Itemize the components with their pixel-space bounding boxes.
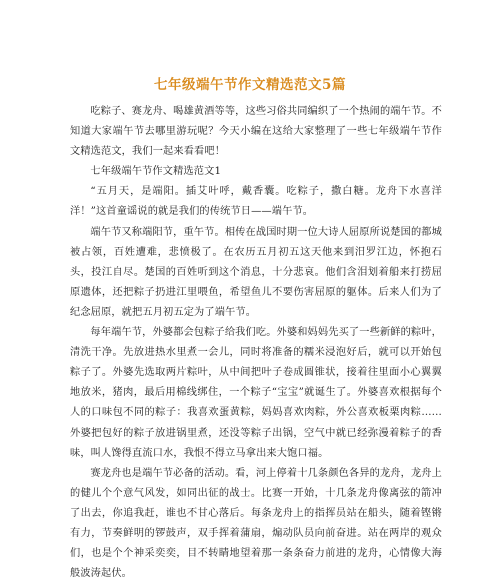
intro-paragraph: 吃粽子、赛龙舟、喝雄黄酒等等，这些习俗共同编织了一个热闹的端午节。不知道大家端午节去哪里游玩呢？今天小编在这给大家整理了一些七年级端午节作文精选范文，我们一起来看看吧！ (70, 106, 442, 158)
document-title: 七年级端午节作文精选范文5篇 (154, 77, 346, 93)
body-paragraph: 每年端午节，外婆都会包粽子给我们吃。外婆和妈妈先买了一些新鲜的粽叶，清洗干净。先放进热水里煮一会儿，同时将准备的糯米浸泡好后，就可以开始包粽子了。外婆先选取两片粽叶，从中间把叶子卷成圆锥状，接着往里面小心翼翼地放米，猪肉，最后用棉线绑住，一个粽子“宝宝”就诞生了。外婆喜欢根据每个人的口味包不同的粽子：我喜欢蛋黄粽，妈妈喜欢肉粽，外公喜欢板栗肉粽……外婆把包好的粽子放进锅里煮，还没等粽子出锅，空气中就已经弥漫着粽子的香味，叫人馋得直流口水，我恨不得立马拿出来大饱口福。 (70, 327, 442, 459)
body-paragraph: “五月天，是端阳。插艾叶呼，戴香囊。吃粽子，撒白糖。龙舟下水喜洋洋！”这首童谣说的就是我们的传统节日——端午节。 (70, 186, 442, 218)
article-body (70, 102, 442, 584)
section-heading: 七年级端午节作文精选范文1 (90, 166, 222, 178)
body-paragraph: 赛龙舟也是端午节必备的活动。看，河上停着十几条颜色各异的龙舟，龙舟上的健儿个个意气风发，如同出征的战士。比赛一开始，十几条龙舟像离弦的箭冲了出去，你追我赶，谁也不甘心落后。每条龙舟上的指挥员站在船头，随着铿锵有力，节奏鲜明的锣鼓声，双手挥着蒲扇，煽动队员向前奋进。站在两岸的观众们，也是个个神采奕奕，目不转睛地望着那一条条奋力前进的龙舟，心情像大海般波涛起伏。 (70, 467, 442, 580)
body-paragraph: 端午节又称端阳节，重午节。相传在战国时期一位大诗人屈原所说楚国的都城被占领，百姓遭难，悲愤极了。在农历五月初五这天他来到汨罗江边，怀抱石头，投江自尽。楚国的百姓听到这个消息，十分悲哀。他们含泪划着船来打捞屈原遗体，还把粽子扔进江里喂鱼，希望鱼儿不要伤害屈原的躯体。后来人们为了纪念屈原，就把五月初五定为了端午节。 (70, 226, 442, 318)
